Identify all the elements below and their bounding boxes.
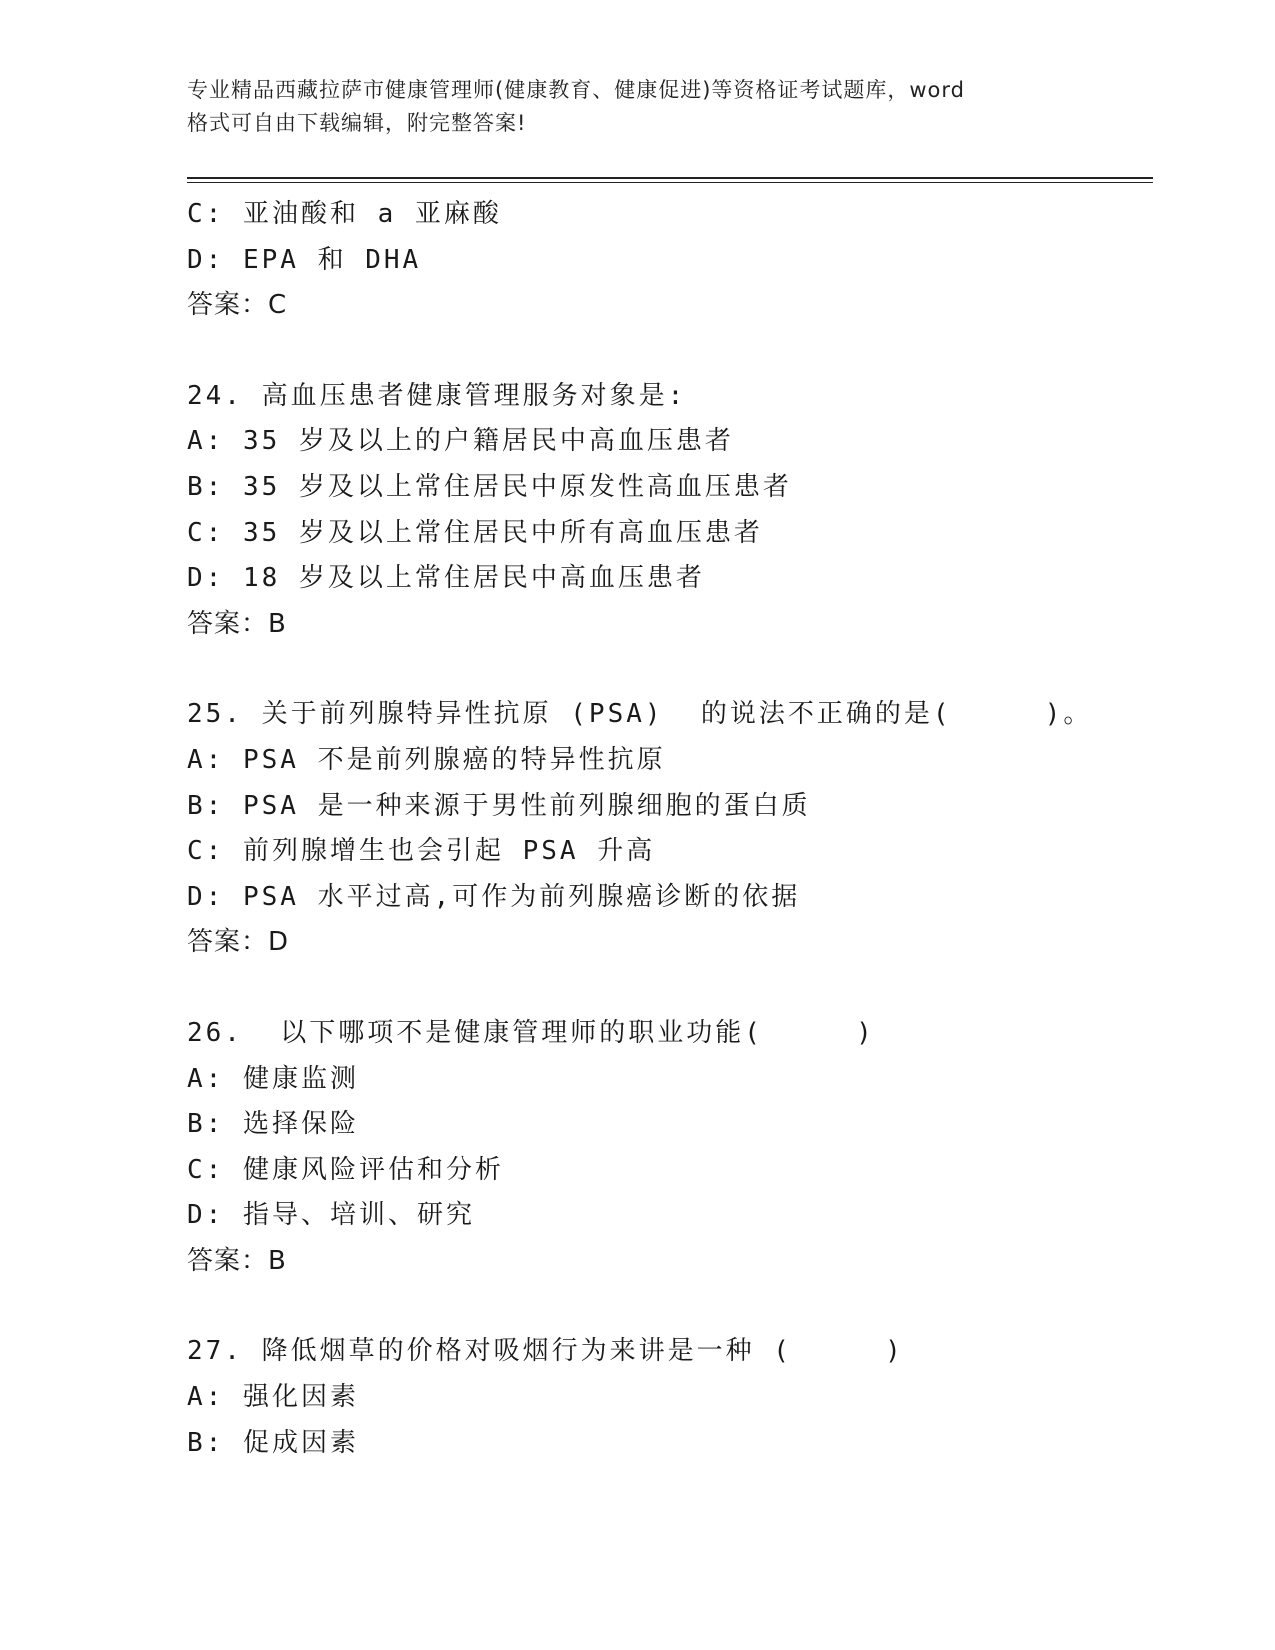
option-c: C: 前列腺增生也会引起 PSA 升高	[187, 836, 656, 867]
header-line-2: 格式可自由下载编辑，附完整答案!	[187, 111, 527, 135]
question-24	[187, 374, 1147, 648]
question-stem: 27. 降低烟草的价格对吸烟行为来讲是一种 ( )	[187, 1336, 904, 1367]
option-b: B: 35 岁及以上常住居民中原发性高血压患者	[187, 471, 792, 502]
option-d: D: PSA 水平过高,可作为前列腺癌诊断的依据	[187, 881, 801, 912]
question-27	[187, 1329, 1147, 1466]
option-a: A: 强化因素	[187, 1382, 359, 1413]
question-list	[187, 192, 1147, 1466]
header-divider-thick	[187, 177, 1153, 179]
answer-text: 答案：B	[187, 1245, 287, 1276]
option-c: C: 健康风险评估和分析	[187, 1154, 504, 1185]
option-b: B: PSA 是一种来源于男性前列腺细胞的蛋白质	[187, 790, 811, 821]
question-stem: 24. 高血压患者健康管理服务对象是:	[187, 380, 687, 411]
answer-text: 答案：D	[187, 927, 290, 958]
option-a: A: 35 岁及以上的户籍居民中高血压患者	[187, 426, 734, 457]
document-header	[187, 74, 1087, 140]
option-c: C: 35 岁及以上常住居民中所有高血压患者	[187, 517, 763, 548]
question-26	[187, 1011, 1147, 1285]
option-d: D: 18 岁及以上常住居民中高血压患者	[187, 563, 705, 594]
question-stem: 26. 以下哪项不是健康管理师的职业功能( )	[187, 1017, 875, 1048]
option-b: B: 选择保险	[187, 1109, 359, 1140]
question-stem: 25. 关于前列腺特异性抗原 (PSA) 的说法不正确的是( )。	[187, 699, 1093, 730]
answer-text: 答案：C	[187, 290, 288, 321]
option-a: A: PSA 不是前列腺癌的特异性抗原	[187, 744, 666, 775]
header-line-1: 专业精品西藏拉萨市健康管理师(健康教育、健康促进)等资格证考试题库，word	[187, 78, 966, 102]
answer-text: 答案：B	[187, 608, 287, 639]
option-a: A: 健康监测	[187, 1063, 359, 1094]
question-23-continued	[187, 192, 1147, 329]
question-25	[187, 692, 1147, 966]
option-b: B: 促成因素	[187, 1427, 359, 1458]
header-divider-thin	[187, 182, 1153, 183]
option-d: D: 指导、培训、研究	[187, 1200, 475, 1231]
option-c: C: 亚油酸和 a 亚麻酸	[187, 199, 502, 229]
option-d: D: EPA 和 DHA	[187, 244, 422, 275]
